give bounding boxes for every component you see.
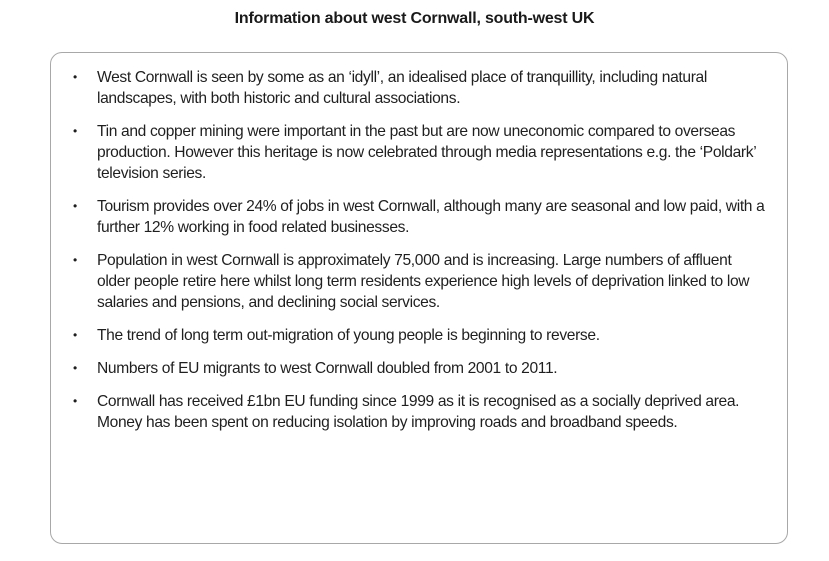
list-item xyxy=(73,121,767,184)
list-item xyxy=(73,67,767,109)
list-item-text: Tourism provides over 24% of jobs in west Cornwall, although many are seasonal and low paid, with a further 12% working in food related businesses. xyxy=(97,198,765,236)
list-item-text: Numbers of EU migrants to west Cornwall doubled from 2001 to 2011. xyxy=(97,360,558,377)
info-box xyxy=(50,52,788,544)
list-item-text: Population in west Cornwall is approximately 75,000 and is increasing. Large numbers of affluent older people retire here whilst long term residents experience high levels of deprivation linked to low salaries and pensions, and declining social services. xyxy=(97,252,750,311)
bullet-icon: • xyxy=(73,328,77,342)
page-title: Information about west Cornwall, south-west UK xyxy=(234,10,595,27)
bullet-icon: • xyxy=(73,361,77,375)
list-item-text: The trend of long term out-migration of young people is beginning to reverse. xyxy=(97,327,600,344)
list-item-text: West Cornwall is seen by some as an ‘idyll’, an idealised place of tranquillity, including natural landscapes, with both historic and cultural associations. xyxy=(97,69,707,107)
list-item xyxy=(73,358,767,379)
bullet-list xyxy=(51,53,787,433)
list-item xyxy=(73,196,767,238)
bullet-icon: • xyxy=(73,394,77,408)
bullet-icon: • xyxy=(73,124,77,138)
list-item-text: Tin and copper mining were important in the past but are now uneconomic compared to overseas production. However this heritage is now celebrated through media representations e.g. the ‘Poldark’ television series. xyxy=(97,123,756,182)
list-item xyxy=(73,325,767,346)
bullet-icon: • xyxy=(73,199,77,213)
list-item-text: Cornwall has received £1bn EU funding since 1999 as it is recognised as a socially deprived area. Money has been spent on reducing isolation by improving roads and broadband speeds. xyxy=(97,393,740,431)
bullet-icon: • xyxy=(73,253,77,267)
list-item xyxy=(73,250,767,313)
bullet-icon: • xyxy=(73,70,77,84)
list-item xyxy=(73,391,767,433)
